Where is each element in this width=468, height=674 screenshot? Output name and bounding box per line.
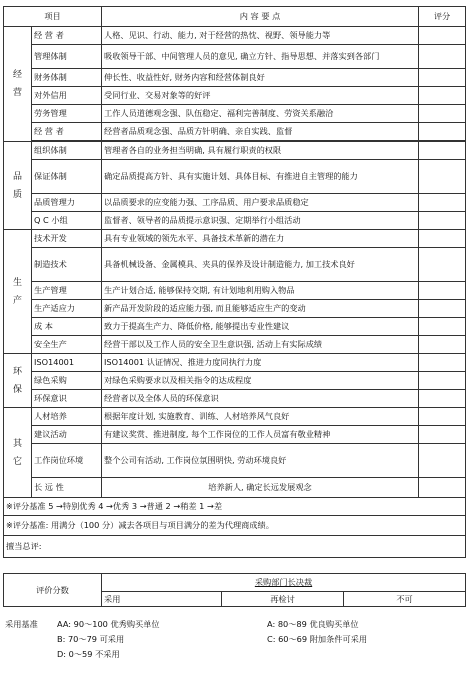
score-cell[interactable]	[419, 87, 466, 105]
item-content: 工作人员道德观念强、队伍稳定、福利完善制度、劳资关系融洽	[102, 105, 419, 123]
result-table	[3, 573, 466, 607]
score-cell[interactable]	[419, 160, 466, 194]
item-label: 生产管理	[32, 282, 102, 300]
item-content: 伸长性、收益性好, 财务内容和经营体制良好	[102, 69, 419, 87]
item-content: 吸收领导干部、中间管理人员的意见, 确立方针、指导思想、并落实到各部门	[102, 45, 419, 69]
item-label: 制造技术	[32, 248, 102, 282]
adoption-standards	[3, 617, 465, 662]
item-label: 经 营 者	[32, 27, 102, 45]
score-cell[interactable]	[419, 336, 466, 354]
item-label: 劳务管理	[32, 105, 102, 123]
evaluation-table	[3, 6, 466, 558]
score-label: 评价分数	[4, 574, 102, 607]
option-review[interactable]: 再检讨	[222, 592, 344, 607]
score-cell[interactable]	[419, 372, 466, 390]
decision-label: 采购部门长决裁	[102, 574, 466, 592]
score-cell[interactable]	[419, 123, 466, 141]
item-label: 对外信用	[32, 87, 102, 105]
category-production: 生 产	[4, 230, 32, 354]
score-cell[interactable]	[419, 318, 466, 336]
score-cell[interactable]	[419, 426, 466, 444]
category-environment: 环 保	[4, 354, 32, 408]
item-label: 财务体制	[32, 69, 102, 87]
item-content: 具备机械设备、金属模具、夹具的保养及设计制造能力, 加工技术良好	[102, 248, 419, 282]
item-content: 确定品质提高方针、具有实施计划、具体目标、有推进自主管理的能力	[102, 160, 419, 194]
item-label: 管理体制	[32, 45, 102, 69]
item-label: 生产适应力	[32, 300, 102, 318]
item-label: 人材培养	[32, 408, 102, 426]
score-cell[interactable]	[419, 27, 466, 45]
header-content: 内 容 要 点	[102, 7, 419, 27]
item-content: 经营者品质观念强、品质方针明确、亲自实践、监督	[102, 123, 419, 141]
item-content: 生产计划合适, 能够保持交期, 有计划地利用购入物品	[102, 282, 419, 300]
standard-a: A: 80～89 优良购买单位	[267, 619, 359, 629]
score-cell[interactable]	[419, 282, 466, 300]
item-content: 受同行业、交易对象等的好评	[102, 87, 419, 105]
item-content: 新产品开发阶段的适应能力强, 而且能够适应生产的变动	[102, 300, 419, 318]
score-cell[interactable]	[419, 478, 466, 498]
item-label: 成 本	[32, 318, 102, 336]
item-label: 组织体制	[32, 142, 102, 160]
score-cell[interactable]	[419, 45, 466, 69]
score-cell[interactable]	[419, 212, 466, 230]
scoring-basis: ※评分基准 5 →特别优秀 4 →优秀 3 →普通 2 →稍差 1 →差	[4, 498, 466, 516]
item-label: 绿色采购	[32, 372, 102, 390]
category-other: 其 它	[4, 408, 32, 498]
standards-label: 采用基准	[5, 619, 38, 629]
score-cell[interactable]	[419, 390, 466, 408]
item-label: 品质管理力	[32, 194, 102, 212]
score-cell[interactable]	[419, 444, 466, 478]
score-cell[interactable]	[419, 69, 466, 87]
scoring-note: ※评分基准: 用满分（100 分）减去各项目与项目满分的差为代理商成绩。	[4, 516, 466, 536]
score-cell[interactable]	[419, 230, 466, 248]
score-cell[interactable]	[419, 142, 466, 160]
header-score: 评分	[419, 7, 466, 27]
option-reject[interactable]: 不可	[344, 592, 466, 607]
item-label: 技术开发	[32, 230, 102, 248]
standard-c: C: 60～69 附加条件可采用	[267, 634, 368, 644]
score-cell[interactable]	[419, 194, 466, 212]
score-cell[interactable]	[419, 248, 466, 282]
item-content: 监督者、领导者的品质提示意识强、定期举行小组活动	[102, 212, 419, 230]
category-quality: 品 质	[4, 142, 32, 230]
item-content: 经营干部以及工作人员的安全卫生意识强, 活动上有实际成绩	[102, 336, 419, 354]
item-content: 对绿色采购要求以及相关指令的达成程度	[102, 372, 419, 390]
item-label: 环保意识	[32, 390, 102, 408]
item-label: ISO14001	[32, 354, 102, 372]
item-content: 人格、见识、行动、能力, 对于经营的热忱、视野、领导能力等	[102, 27, 419, 45]
header-item: 项目	[4, 7, 102, 27]
table-header-row	[4, 7, 466, 27]
item-label: 安全生产	[32, 336, 102, 354]
item-label: 建议活动	[32, 426, 102, 444]
item-content: 具有专业领域的领先水平、具备技术革新的潜在力	[102, 230, 419, 248]
standard-aa: AA: 90～100 优秀购买单位	[57, 619, 160, 629]
standard-d: D: 0～59 不采用	[57, 649, 120, 659]
item-label: 工作岗位环境	[32, 444, 102, 478]
item-label: 长 远 性	[32, 478, 102, 498]
option-adopt[interactable]: 采用	[102, 592, 222, 607]
item-content: 经营者以及全体人员的环保意识	[102, 390, 419, 408]
item-content: ISO14001 认证情况、推进力度同执行力度	[102, 354, 419, 372]
score-cell[interactable]	[419, 105, 466, 123]
item-label: 经 营 者	[32, 123, 102, 141]
item-content: 培养新人, 确定长远发展观念	[102, 478, 419, 498]
item-label: Q C 小组	[32, 212, 102, 230]
score-cell[interactable]	[419, 300, 466, 318]
overall-comment[interactable]: 擅当总评:	[4, 536, 466, 558]
item-label: 保证体制	[32, 160, 102, 194]
item-content: 有建议奖赏、推进制度, 每个工作岗位的工作人员富有敬业精神	[102, 426, 419, 444]
item-content: 整个公司有活动, 工作岗位氛围明快, 劳动环境良好	[102, 444, 419, 478]
standard-b: B: 70～79 可采用	[57, 634, 125, 644]
item-content: 致力于提高生产力、降低价格, 能够提出专业性建议	[102, 318, 419, 336]
score-cell[interactable]	[419, 354, 466, 372]
score-cell[interactable]	[419, 408, 466, 426]
item-content: 管理者各自的业务担当明确, 具有履行职责的权限	[102, 142, 419, 160]
item-content: 以品质要求的应变能力强、工序品质、用户要求品质稳定	[102, 194, 419, 212]
category-management: 经 营	[4, 27, 32, 142]
item-content: 根据年度计划, 实施教育、训练、人材培养风气良好	[102, 408, 419, 426]
